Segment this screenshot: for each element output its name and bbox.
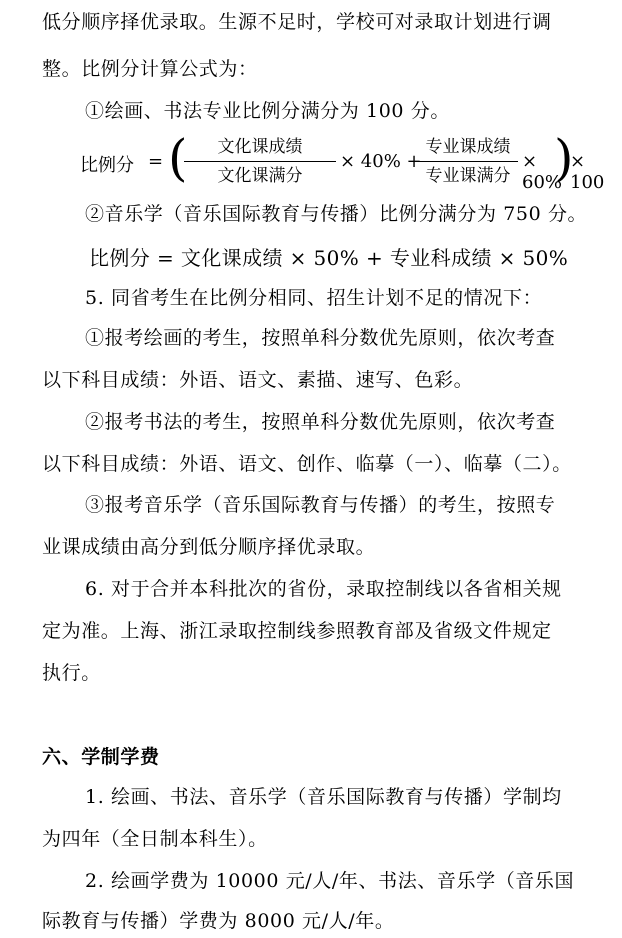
formula-label: 比例分 <box>80 155 134 176</box>
paragraph-line: 2. 绘画学费为 10000 元/人/年、书法、音乐学（音乐国 <box>85 870 575 892</box>
ratio-score-formula-1 <box>80 129 605 194</box>
paragraph-line: 际教育与传播）学费为 8000 元/人/年。 <box>42 910 395 932</box>
right-paren: ) <box>554 129 574 187</box>
left-paren: ( <box>168 129 188 187</box>
formula-equals: = <box>148 151 164 172</box>
fraction-denominator: 文化课满分 <box>217 166 303 186</box>
ratio-score-formula-2: 比例分 = 文化课成绩 × 50% + 专业科成绩 × 50% <box>89 246 569 270</box>
paragraph-line: 1. 绘画、书法、音乐学（音乐国际教育与传播）学制均 <box>85 786 562 808</box>
paragraph-line: 整。比例分计算公式为： <box>42 58 258 80</box>
paragraph-line: ②报考书法的考生，按照单科分数优先原则，依次考查 <box>85 411 556 433</box>
fraction-bar <box>184 161 336 162</box>
paragraph-line: ①绘画、书法专业比例分满分为 100 分。 <box>85 100 450 122</box>
formula-operator: × 60% <box>522 151 563 193</box>
paragraph-line: ②音乐学（音乐国际教育与传播）比例分满分为 750 分。 <box>85 203 588 225</box>
paragraph-line: 5. 同省考生在比例分相同、招生计划不足的情况下： <box>85 287 543 309</box>
paragraph-line: 业课成绩由高分到低分顺序择优录取。 <box>42 536 376 558</box>
fraction-numerator: 专业课成绩 <box>425 137 511 157</box>
paragraph-line: 以下科目成绩：外语、语文、素描、速写、色彩。 <box>42 369 474 391</box>
formula-operator: × 100 <box>570 151 605 193</box>
formula-operator: × 40% + <box>340 151 422 172</box>
fraction-numerator: 文化课成绩 <box>217 137 303 157</box>
paragraph-line: 以下科目成绩：外语、语文、创作、临摹（一）、临摹（二）。 <box>42 453 572 475</box>
fraction-culture <box>184 134 336 189</box>
fraction-denominator: 专业课满分 <box>425 166 511 186</box>
fraction-bar <box>418 161 518 162</box>
paragraph-line: 定为准。上海、浙江录取控制线参照教育部及省级文件规定 <box>42 620 552 642</box>
paragraph-line: 6. 对于合并本科批次的省份，录取控制线以各省相关规 <box>85 578 562 600</box>
paragraph-line: ①报考绘画的考生，按照单科分数优先原则，依次考查 <box>85 327 556 349</box>
paragraph-line: 为四年（全日制本科生）。 <box>42 828 268 850</box>
paragraph-line: 低分顺序择优录取。生源不足时，学校可对录取计划进行调 <box>42 11 552 33</box>
paragraph-line: ③报考音乐学（音乐国际教育与传播）的考生，按照专 <box>85 494 556 516</box>
section-heading: 六、学制学费 <box>42 746 160 768</box>
paragraph-line: 执行。 <box>42 662 101 684</box>
fraction-major <box>418 134 518 189</box>
